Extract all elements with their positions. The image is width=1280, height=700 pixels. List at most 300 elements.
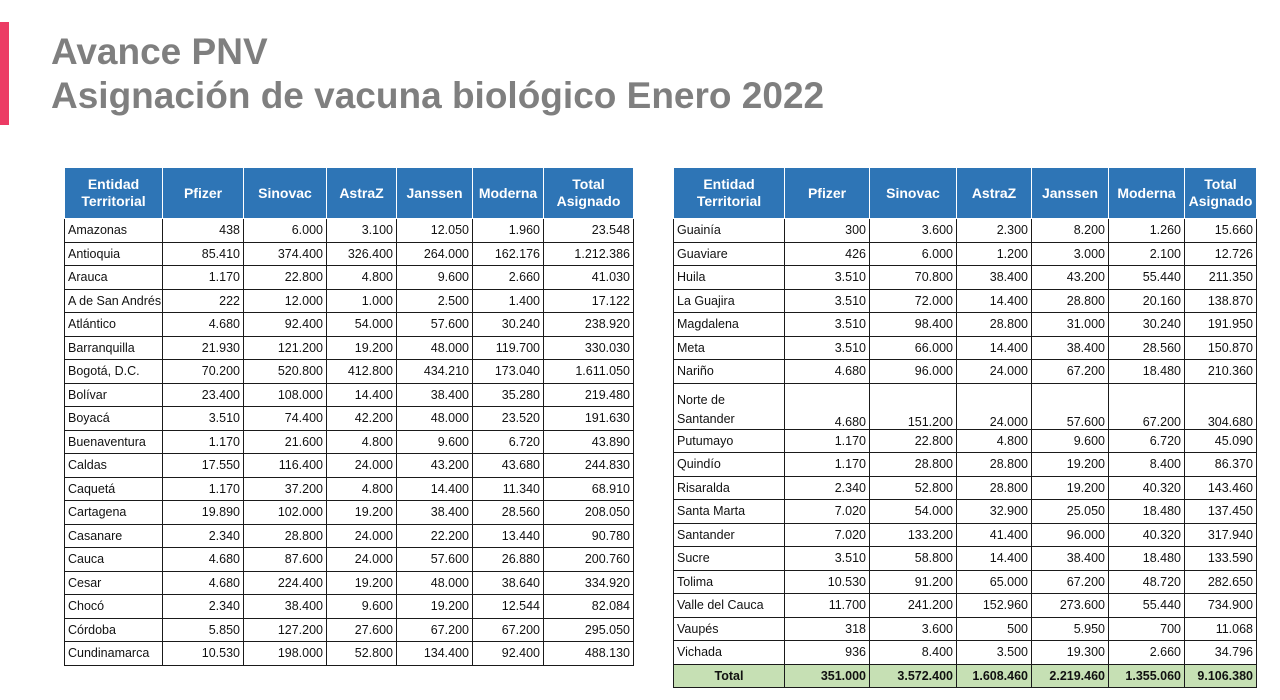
cell-total: 137.450: [1185, 500, 1257, 524]
cell-moderna: 8.400: [1109, 453, 1185, 477]
cell-entity: La Guajira: [674, 289, 785, 313]
cell-moderna: 40.320: [1109, 476, 1185, 500]
cell-total: 191.950: [1185, 313, 1257, 337]
table-row: [674, 336, 1257, 360]
cell-moderna: 38.640: [473, 571, 544, 595]
cell-entity: Vichada: [674, 641, 785, 665]
cell-moderna: 55.440: [1109, 266, 1185, 290]
cell-entity: Guainía: [674, 219, 785, 243]
cell-astraz: 24.000: [327, 548, 397, 572]
cell-janssen: 67.200: [1032, 570, 1109, 594]
cell-entity: Huila: [674, 266, 785, 290]
cell-astraz: 4.800: [327, 430, 397, 454]
cell-total: 82.084: [544, 595, 634, 619]
cell-moderna: 6.720: [473, 430, 544, 454]
cell-pfizer: 10.530: [163, 642, 244, 666]
total-cell-janssen: 2.219.460: [1032, 664, 1109, 688]
cell-astraz: 152.960: [957, 594, 1032, 618]
cell-total: 90.780: [544, 524, 634, 548]
cell-entity: Bolívar: [65, 383, 163, 407]
table-row: [65, 360, 634, 384]
cell-astraz: 14.400: [327, 383, 397, 407]
cell-sinovac: 92.400: [244, 313, 327, 337]
cell-moderna: 6.720: [1109, 429, 1185, 453]
table-row: [674, 383, 1257, 429]
title-block: [51, 30, 824, 118]
cell-entity: Buenaventura: [65, 430, 163, 454]
cell-moderna: 18.480: [1109, 547, 1185, 571]
col-header-total-line2: Asignado: [1188, 193, 1253, 209]
cell-pfizer: 4.680: [163, 571, 244, 595]
cell-pfizer: 438: [163, 219, 244, 243]
cell-entity: Magdalena: [674, 313, 785, 337]
cell-janssen: 67.200: [1032, 360, 1109, 384]
table-body-right: [674, 219, 1257, 688]
cell-astraz: 28.800: [957, 313, 1032, 337]
cell-pfizer: 222: [163, 289, 244, 313]
cell-astraz: 9.600: [327, 595, 397, 619]
cell-total: 12.726: [1185, 242, 1257, 266]
cell-total: 191.630: [544, 407, 634, 431]
cell-janssen: 57.600: [1032, 383, 1109, 429]
cell-janssen: 434.210: [397, 360, 473, 384]
total-cell-moderna: 1.355.060: [1109, 664, 1185, 688]
cell-moderna: 55.440: [1109, 594, 1185, 618]
vaccine-table-right: [673, 167, 1257, 688]
cell-total: 43.890: [544, 430, 634, 454]
cell-astraz: 19.200: [327, 336, 397, 360]
cell-astraz: 3.500: [957, 641, 1032, 665]
cell-pfizer: 318: [785, 617, 870, 641]
cell-entity: Caldas: [65, 454, 163, 478]
cell-moderna: 12.544: [473, 595, 544, 619]
cell-pfizer: 23.400: [163, 383, 244, 407]
total-cell-entity: Total: [674, 664, 785, 688]
cell-sinovac: 52.800: [870, 476, 957, 500]
cell-moderna: 173.040: [473, 360, 544, 384]
col-header-entity-line2: Territorial: [696, 193, 762, 209]
cell-astraz: 326.400: [327, 242, 397, 266]
col-header-moderna: Moderna: [1109, 168, 1185, 219]
cell-sinovac: 241.200: [870, 594, 957, 618]
cell-astraz: 14.400: [957, 336, 1032, 360]
table-row: [65, 501, 634, 525]
cell-sinovac: 87.600: [244, 548, 327, 572]
cell-astraz: 27.600: [327, 618, 397, 642]
cell-moderna: 28.560: [1109, 336, 1185, 360]
col-header-entity: [65, 168, 163, 219]
cell-janssen: 134.400: [397, 642, 473, 666]
cell-entity: Valle del Cauca: [674, 594, 785, 618]
cell-janssen: 31.000: [1032, 313, 1109, 337]
cell-janssen: 25.050: [1032, 500, 1109, 524]
cell-sinovac: 22.800: [244, 266, 327, 290]
total-cell-astraz: 1.608.460: [957, 664, 1032, 688]
col-header-pfizer: Pfizer: [785, 168, 870, 219]
table-row: [65, 571, 634, 595]
cell-moderna: 2.100: [1109, 242, 1185, 266]
cell-pfizer: 85.410: [163, 242, 244, 266]
cell-sinovac: 102.000: [244, 501, 327, 525]
cell-astraz: 24.000: [957, 383, 1032, 429]
cell-entity: Barranquilla: [65, 336, 163, 360]
cell-entity: Cauca: [65, 548, 163, 572]
cell-astraz: 412.800: [327, 360, 397, 384]
cell-pfizer: 70.200: [163, 360, 244, 384]
table-row: [674, 266, 1257, 290]
cell-astraz: 38.400: [957, 266, 1032, 290]
col-header-total-line1: Total: [1204, 176, 1237, 192]
cell-sinovac: 108.000: [244, 383, 327, 407]
cell-janssen: 48.000: [397, 336, 473, 360]
cell-janssen: 38.400: [397, 383, 473, 407]
vaccine-table-left: [64, 167, 634, 666]
cell-sinovac: 54.000: [870, 500, 957, 524]
cell-entity: Risaralda: [674, 476, 785, 500]
cell-moderna: 119.700: [473, 336, 544, 360]
cell-total: 488.130: [544, 642, 634, 666]
cell-total: 68.910: [544, 477, 634, 501]
cell-total: 219.480: [544, 383, 634, 407]
cell-astraz: 1.000: [327, 289, 397, 313]
cell-astraz: 3.100: [327, 219, 397, 243]
cell-janssen: 43.200: [1032, 266, 1109, 290]
cell-sinovac: 21.600: [244, 430, 327, 454]
col-header-janssen: Janssen: [1032, 168, 1109, 219]
table-row: [65, 642, 634, 666]
col-header-entity-line2: Territorial: [81, 193, 146, 209]
cell-entity: Sucre: [674, 547, 785, 571]
table-header-row: [65, 168, 634, 219]
table-row: [65, 477, 634, 501]
cell-total: 23.548: [544, 219, 634, 243]
cell-sinovac: 3.600: [870, 617, 957, 641]
cell-sinovac: 98.400: [870, 313, 957, 337]
cell-pfizer: 4.680: [785, 360, 870, 384]
cell-total: 150.870: [1185, 336, 1257, 360]
cell-moderna: 1.260: [1109, 219, 1185, 243]
cell-total: 34.796: [1185, 641, 1257, 665]
cell-sinovac: 3.600: [870, 219, 957, 243]
cell-janssen: 43.200: [397, 454, 473, 478]
cell-total: 15.660: [1185, 219, 1257, 243]
cell-entity: Caquetá: [65, 477, 163, 501]
cell-astraz: 500: [957, 617, 1032, 641]
cell-entity: Guaviare: [674, 242, 785, 266]
cell-astraz: 14.400: [957, 547, 1032, 571]
cell-janssen: 2.500: [397, 289, 473, 313]
cell-sinovac: 66.000: [870, 336, 957, 360]
cell-janssen: 57.600: [397, 313, 473, 337]
cell-moderna: 18.480: [1109, 500, 1185, 524]
cell-total: 143.460: [1185, 476, 1257, 500]
cell-pfizer: 21.930: [163, 336, 244, 360]
cell-total: 330.030: [544, 336, 634, 360]
table-row: [674, 219, 1257, 243]
cell-total: 295.050: [544, 618, 634, 642]
cell-entity: Arauca: [65, 266, 163, 290]
cell-pfizer: 3.510: [785, 313, 870, 337]
cell-moderna: 2.660: [473, 266, 544, 290]
cell-moderna: 35.280: [473, 383, 544, 407]
cell-total: 45.090: [1185, 429, 1257, 453]
cell-total: 17.122: [544, 289, 634, 313]
cell-entity: Chocó: [65, 595, 163, 619]
table-row: [674, 547, 1257, 571]
cell-pfizer: 3.510: [785, 336, 870, 360]
cell-pfizer: 2.340: [163, 524, 244, 548]
col-header-pfizer: Pfizer: [163, 168, 244, 219]
cell-total: 86.370: [1185, 453, 1257, 477]
cell-moderna: 30.240: [473, 313, 544, 337]
table-row: [674, 570, 1257, 594]
cell-janssen: 28.800: [1032, 289, 1109, 313]
cell-entity: Boyacá: [65, 407, 163, 431]
cell-pfizer: 11.700: [785, 594, 870, 618]
cell-astraz: 2.300: [957, 219, 1032, 243]
cell-entity: Nariño: [674, 360, 785, 384]
cell-janssen: 48.000: [397, 571, 473, 595]
cell-janssen: 19.200: [1032, 476, 1109, 500]
cell-sinovac: 72.000: [870, 289, 957, 313]
cell-sinovac: 58.800: [870, 547, 957, 571]
cell-total: 138.870: [1185, 289, 1257, 313]
total-cell-pfizer: 351.000: [785, 664, 870, 688]
cell-total: 1.212.386: [544, 242, 634, 266]
cell-sinovac: 70.800: [870, 266, 957, 290]
cell-moderna: 40.320: [1109, 523, 1185, 547]
cell-moderna: 700: [1109, 617, 1185, 641]
col-header-total: [1185, 168, 1257, 219]
cell-entity: Santander: [674, 523, 785, 547]
cell-sinovac: 520.800: [244, 360, 327, 384]
cell-entity: Casanare: [65, 524, 163, 548]
cell-pfizer: 3.510: [163, 407, 244, 431]
cell-total: 1.611.050: [544, 360, 634, 384]
cell-sinovac: 6.000: [244, 219, 327, 243]
table-row: [65, 266, 634, 290]
cell-total: 734.900: [1185, 594, 1257, 618]
total-cell-sinovac: 3.572.400: [870, 664, 957, 688]
col-header-astraz: AstraZ: [957, 168, 1032, 219]
cell-astraz: 4.800: [957, 429, 1032, 453]
cell-moderna: 43.680: [473, 454, 544, 478]
cell-janssen: 48.000: [397, 407, 473, 431]
cell-total: 304.680: [1185, 383, 1257, 429]
cell-entity: Atlántico: [65, 313, 163, 337]
page-subtitle: Asignación de vacuna biológico Enero 2022: [51, 75, 825, 116]
cell-janssen: 14.400: [397, 477, 473, 501]
cell-total: 238.920: [544, 313, 634, 337]
table-row: [674, 641, 1257, 665]
cell-astraz: 24.000: [327, 524, 397, 548]
cell-total: 200.760: [544, 548, 634, 572]
col-header-janssen: Janssen: [397, 168, 473, 219]
cell-moderna: 20.160: [1109, 289, 1185, 313]
col-header-total: [544, 168, 634, 219]
cell-astraz: 19.200: [327, 501, 397, 525]
cell-janssen: 5.950: [1032, 617, 1109, 641]
cell-moderna: 30.240: [1109, 313, 1185, 337]
cell-pfizer: 7.020: [785, 523, 870, 547]
table-row: [65, 595, 634, 619]
cell-janssen: 57.600: [397, 548, 473, 572]
cell-total: 41.030: [544, 266, 634, 290]
table-row: [65, 524, 634, 548]
table-header-row: [674, 168, 1257, 219]
cell-janssen: 38.400: [397, 501, 473, 525]
cell-janssen: 22.200: [397, 524, 473, 548]
cell-moderna: 23.520: [473, 407, 544, 431]
cell-entity: Santa Marta: [674, 500, 785, 524]
table-row: [65, 454, 634, 478]
cell-pfizer: 1.170: [163, 477, 244, 501]
cell-entity: Córdoba: [65, 618, 163, 642]
cell-sinovac: 74.400: [244, 407, 327, 431]
cell-sinovac: 91.200: [870, 570, 957, 594]
cell-janssen: 264.000: [397, 242, 473, 266]
cell-total: 211.350: [1185, 266, 1257, 290]
page-title: Avance PNV: [51, 31, 268, 72]
table-row: [674, 242, 1257, 266]
cell-total: 317.940: [1185, 523, 1257, 547]
cell-astraz: 4.800: [327, 477, 397, 501]
cell-astraz: 28.800: [957, 476, 1032, 500]
cell-pfizer: 3.510: [785, 547, 870, 571]
col-header-moderna: Moderna: [473, 168, 544, 219]
table-row: [674, 523, 1257, 547]
cell-moderna: 11.340: [473, 477, 544, 501]
cell-astraz: 32.900: [957, 500, 1032, 524]
cell-astraz: 24.000: [327, 454, 397, 478]
col-header-entity: [674, 168, 785, 219]
cell-total: 210.360: [1185, 360, 1257, 384]
cell-pfizer: 936: [785, 641, 870, 665]
table-row: [65, 430, 634, 454]
cell-pfizer: 426: [785, 242, 870, 266]
cell-entity: Meta: [674, 336, 785, 360]
total-row: [674, 664, 1257, 688]
cell-total: 11.068: [1185, 617, 1257, 641]
col-header-entity-line1: Entidad: [703, 176, 755, 192]
cell-janssen: 9.600: [397, 266, 473, 290]
cell-total: 133.590: [1185, 547, 1257, 571]
cell-janssen: 8.200: [1032, 219, 1109, 243]
table-row: [65, 407, 634, 431]
col-header-sinovac: Sinovac: [870, 168, 957, 219]
cell-pfizer: 2.340: [163, 595, 244, 619]
cell-sinovac: 224.400: [244, 571, 327, 595]
table-row: [674, 476, 1257, 500]
cell-total: 282.650: [1185, 570, 1257, 594]
cell-astraz: 14.400: [957, 289, 1032, 313]
cell-pfizer: 4.680: [785, 383, 870, 429]
table-body-left: [65, 219, 634, 666]
cell-pfizer: 300: [785, 219, 870, 243]
table-row: [65, 618, 634, 642]
cell-total: 334.920: [544, 571, 634, 595]
cell-janssen: 38.400: [1032, 336, 1109, 360]
cell-moderna: 67.200: [1109, 383, 1185, 429]
cell-entity: Cartagena: [65, 501, 163, 525]
cell-entity: Antioquia: [65, 242, 163, 266]
cell-janssen: 9.600: [397, 430, 473, 454]
cell-pfizer: 1.170: [785, 453, 870, 477]
cell-entity: Bogotá, D.C.: [65, 360, 163, 384]
cell-sinovac: 198.000: [244, 642, 327, 666]
cell-entity: Cesar: [65, 571, 163, 595]
cell-pfizer: 7.020: [785, 500, 870, 524]
cell-moderna: 162.176: [473, 242, 544, 266]
cell-janssen: 19.200: [1032, 453, 1109, 477]
cell-sinovac: 116.400: [244, 454, 327, 478]
cell-janssen: 96.000: [1032, 523, 1109, 547]
table-row: [674, 594, 1257, 618]
cell-pfizer: 3.510: [785, 289, 870, 313]
accent-bar: [0, 22, 9, 125]
cell-pfizer: 1.170: [163, 266, 244, 290]
cell-moderna: 92.400: [473, 642, 544, 666]
table-row: [65, 289, 634, 313]
table-row: [65, 383, 634, 407]
cell-moderna: 48.720: [1109, 570, 1185, 594]
cell-entity: A de San Andrés: [65, 289, 163, 313]
cell-sinovac: 133.200: [870, 523, 957, 547]
cell-pfizer: 10.530: [785, 570, 870, 594]
cell-entity: Vaupés: [674, 617, 785, 641]
table-row: [674, 617, 1257, 641]
cell-astraz: 4.800: [327, 266, 397, 290]
col-header-total-line2: Asignado: [556, 193, 621, 209]
cell-sinovac: 96.000: [870, 360, 957, 384]
cell-moderna: 28.560: [473, 501, 544, 525]
cell-janssen: 67.200: [397, 618, 473, 642]
cell-pfizer: 4.680: [163, 548, 244, 572]
cell-sinovac: 127.200: [244, 618, 327, 642]
table-row: [65, 242, 634, 266]
cell-pfizer: 1.170: [163, 430, 244, 454]
cell-entity: Norte de Santander: [674, 383, 785, 429]
cell-janssen: 19.300: [1032, 641, 1109, 665]
cell-pfizer: 5.850: [163, 618, 244, 642]
cell-sinovac: 6.000: [870, 242, 957, 266]
cell-astraz: 65.000: [957, 570, 1032, 594]
cell-entity: Cundinamarca: [65, 642, 163, 666]
cell-astraz: 41.400: [957, 523, 1032, 547]
cell-moderna: 2.660: [1109, 641, 1185, 665]
table-row: [674, 453, 1257, 477]
cell-moderna: 13.440: [473, 524, 544, 548]
table-row: [65, 336, 634, 360]
table-row: [674, 360, 1257, 384]
cell-astraz: 24.000: [957, 360, 1032, 384]
cell-sinovac: 28.800: [244, 524, 327, 548]
cell-sinovac: 37.200: [244, 477, 327, 501]
cell-sinovac: 374.400: [244, 242, 327, 266]
table-row: [65, 313, 634, 337]
cell-pfizer: 1.170: [785, 429, 870, 453]
table-row: [65, 219, 634, 243]
cell-sinovac: 38.400: [244, 595, 327, 619]
cell-pfizer: 2.340: [785, 476, 870, 500]
table-row: [65, 548, 634, 572]
cell-sinovac: 12.000: [244, 289, 327, 313]
cell-astraz: 19.200: [327, 571, 397, 595]
table-row: [674, 500, 1257, 524]
cell-janssen: 273.600: [1032, 594, 1109, 618]
cell-astraz: 54.000: [327, 313, 397, 337]
cell-pfizer: 4.680: [163, 313, 244, 337]
